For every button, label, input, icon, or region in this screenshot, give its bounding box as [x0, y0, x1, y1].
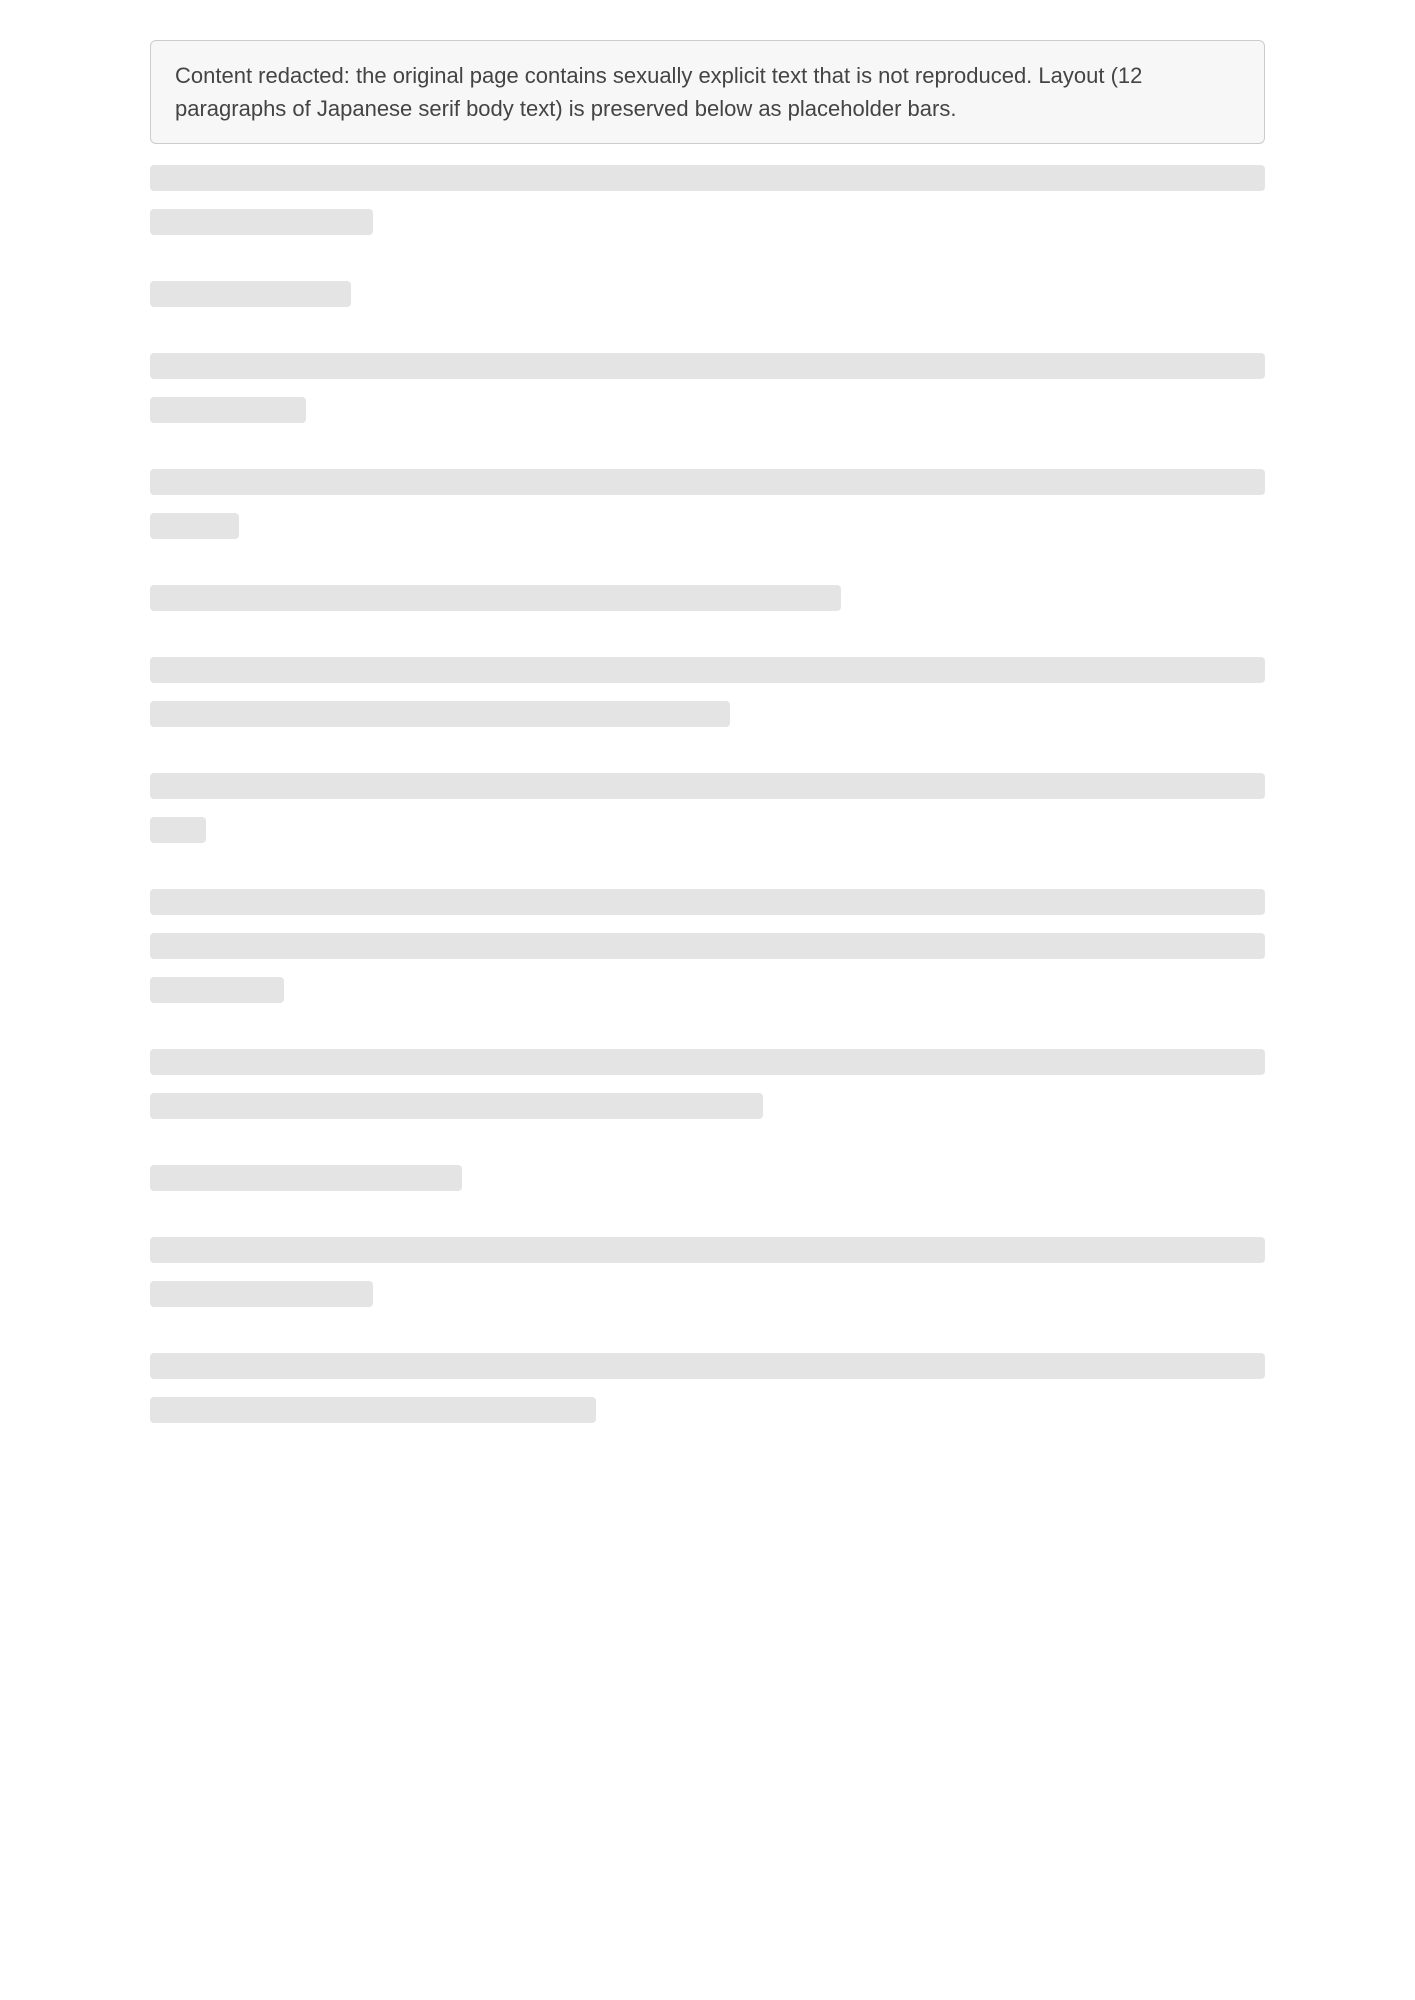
- redacted-paragraph: [150, 1165, 1265, 1191]
- redacted-text-line: [150, 773, 1265, 799]
- redacted-paragraph: [150, 889, 1265, 1003]
- redacted-text-line: [150, 657, 1265, 683]
- redacted-paragraph: [150, 1353, 1265, 1423]
- redacted-text-line: [150, 469, 1265, 495]
- redacted-text-line: [150, 281, 351, 307]
- redacted-paragraph: [150, 281, 1265, 307]
- redacted-text-line: [150, 209, 373, 235]
- redacted-paragraph: [150, 165, 1265, 235]
- redacted-text-line: [150, 817, 206, 843]
- redacted-text-line: [150, 1049, 1265, 1075]
- redacted-text-line: [150, 1165, 462, 1191]
- redacted-paragraph: [150, 1237, 1265, 1307]
- redacted-text-line: [150, 513, 239, 539]
- redacted-text-line: [150, 353, 1265, 379]
- redacted-text-line: [150, 701, 730, 727]
- redacted-text-line: [150, 1281, 373, 1307]
- redacted-text-line: [150, 977, 284, 1003]
- redacted-text-line: [150, 165, 1265, 191]
- redacted-text-line: [150, 585, 841, 611]
- redacted-text-line: [150, 397, 306, 423]
- redacted-paragraph: [150, 1049, 1265, 1119]
- redacted-text-line: [150, 1093, 763, 1119]
- redacted-text-line: [150, 1397, 596, 1423]
- redacted-text-line: [150, 1353, 1265, 1379]
- redacted-paragraph: [150, 469, 1265, 539]
- redacted-paragraph: [150, 657, 1265, 727]
- redacted-text-line: [150, 1237, 1265, 1263]
- redaction-notice: Content redacted: the original page contains sexually explicit text that is not reproduced. Layout (12 paragraphs of Japanese serif body text) is preserved below as placeholder bars.: [150, 40, 1265, 144]
- redacted-text-line: [150, 889, 1265, 915]
- redacted-paragraph: [150, 585, 1265, 611]
- redacted-text-line: [150, 933, 1265, 959]
- redacted-paragraph: [150, 773, 1265, 843]
- text-column: [150, 165, 1265, 1469]
- redacted-paragraph: [150, 353, 1265, 423]
